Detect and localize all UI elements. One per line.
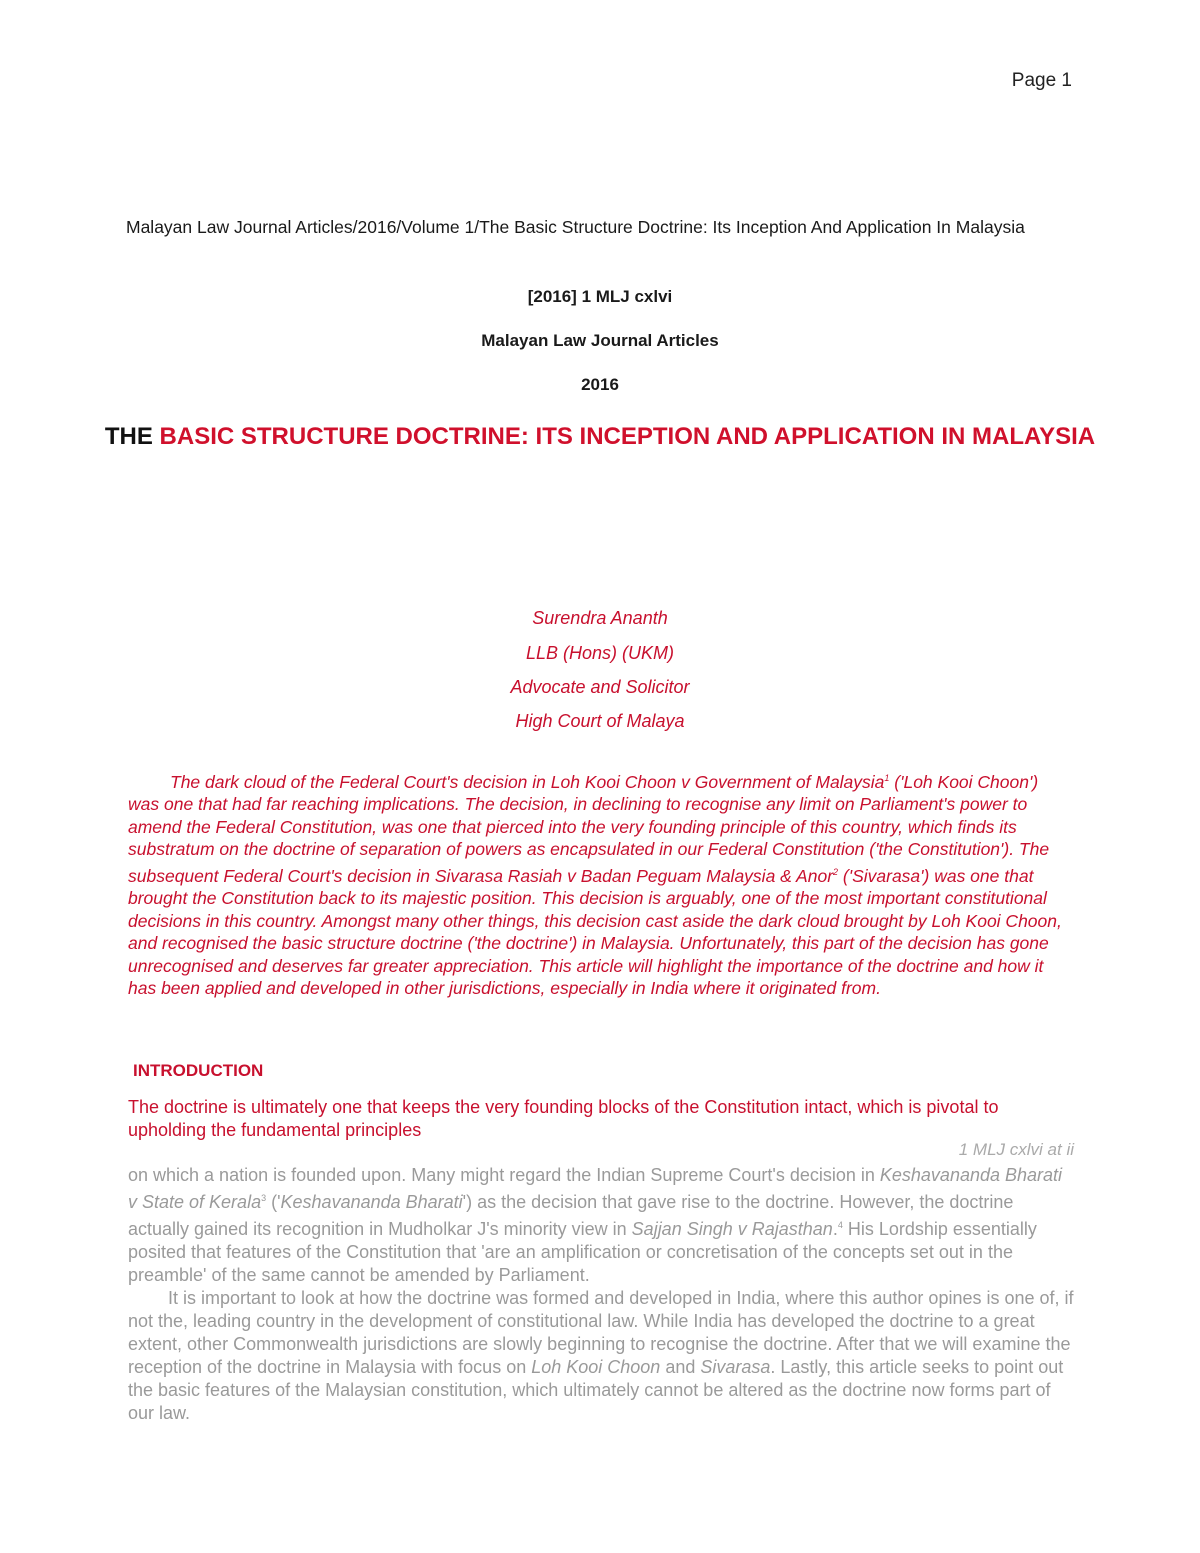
footnote-ref-1[interactable]: 1	[884, 773, 890, 783]
title-prefix: THE	[104, 423, 153, 450]
introduction-heading: INTRODUCTION	[133, 1061, 264, 1080]
footnote-ref-4[interactable]: 4	[837, 1220, 843, 1230]
body-p1-text-d: His Lordship essentially posited that features of the Constitution that 'are an amplification or concretisation of the concepts set out in the preamble' of the same cannot be amended by Parliament.	[128, 1219, 1037, 1285]
abstract	[128, 767, 1074, 1000]
author-name: Surendra Ananth	[532, 608, 668, 628]
footnote-ref-3[interactable]: 3	[261, 1193, 267, 1203]
case-keshavananda: Keshavananda Bharati v State of Kerala	[128, 1165, 1063, 1212]
abstract-text-2: ('Loh Kooi Choon') was one that had far reaching implications. The decision, in declining to recognise any limit on Parliament's power to amend the Federal Constitution, was one that pierced into the very founding principle of this country, which finds its substratum on the doctrine of separation of powers as encapsulated in our Federal Constitution ('the Constitution'). The subsequent Federal Court's decision in Sivarasa Rasiah v Badan Peguam Malaysia & Anor	[128, 771, 1050, 886]
body-p1-text-a: on which a nation is founded upon. Many might regard the Indian Supreme Court's decision in	[128, 1165, 880, 1185]
body-p2-text-a: It is important to look at how the doctrine was formed and developed in India, where this author opines is one of, if not the, leading country in the development of constitutional law. While India has developed the doctrine to a great extent, other Commonwealth jurisdictions are slowly beginning to recognise the doctrine. After that we will examine the reception of the doctrine in Malaysia with focus on	[128, 1288, 1074, 1377]
case-sivarasa: Sivarasa	[700, 1357, 771, 1377]
author-court: High Court of Malaya	[515, 711, 685, 731]
breadcrumb: Malayan Law Journal Articles/2016/Volume 1/The Basic Structure Doctrine: Its Inception And Application In Malaysia	[126, 217, 1025, 237]
author-degree: LLB (Hons) (UKM)	[525, 643, 675, 663]
footnote-ref-2[interactable]: 2	[833, 866, 839, 877]
body-p2-text-b: and	[660, 1357, 701, 1377]
citation: [2016] 1 MLJ cxlvi	[527, 287, 673, 306]
publication-year: 2016	[581, 375, 619, 394]
case-keshavananda-short: Keshavananda Bharati	[280, 1192, 463, 1212]
case-sajjan-singh: Sajjan Singh v Rajasthan	[631, 1219, 833, 1239]
title-main: BASIC STRUCTURE DOCTRINE: ITS INCEPTION AND APPLICATION IN MALAYSIA	[159, 423, 1096, 450]
publication-name: Malayan Law Journal Articles	[481, 331, 719, 350]
article-title	[0, 420, 1200, 453]
body-p1-text-c: ') as the decision that gave rise to the doctrine. However, the doctrine actually gained its recognition in Mudholkar J's minority view in	[128, 1192, 1014, 1239]
body-p1-text-b: ('	[266, 1192, 281, 1212]
body-paragraph-2	[128, 1287, 1074, 1425]
author-role: Advocate and Solicitor	[510, 677, 690, 697]
page-number: Page 1	[1011, 70, 1072, 91]
body-p2-text-c: . Lastly, this article seeks to point out the basic features of the Malaysian constitution, which ultimately cannot be altered as the doctrine now forms part of our law.	[128, 1357, 1064, 1423]
case-loh-kooi-choon: Loh Kooi Choon	[531, 1357, 661, 1377]
page-reference: 1 MLJ cxlvi at ii	[958, 1140, 1074, 1159]
body-paragraph-1	[128, 1164, 1074, 1287]
abstract-text-1: The dark cloud of the Federal Court's decision in Loh Kooi Choon v Government of Malaysia	[170, 771, 885, 792]
abstract-text-3: ('Sivarasa') was one that brought the Constitution back to its majestic position. This decision is arguably, one of the most important constitutional decisions in this country. Amongst many other things, this decision cast aside the dark cloud brought by Loh Kooi Choon, and recognised the basic structure doctrine ('the doctrine') in Malaysia. Unfortunately, this part of the decision has gone unrecognised and deserves far greater appreciation. This article will highlight the importance of the doctrine and how it has been applied and developed in other jurisdictions, especially in India where it originated from.	[128, 865, 1062, 999]
introduction-text: The doctrine is ultimately one that keeps the very founding blocks of the Constitution intact, which is pivotal to upholding the fundamental principles	[128, 1097, 999, 1140]
body-p1-period: .	[832, 1219, 838, 1239]
